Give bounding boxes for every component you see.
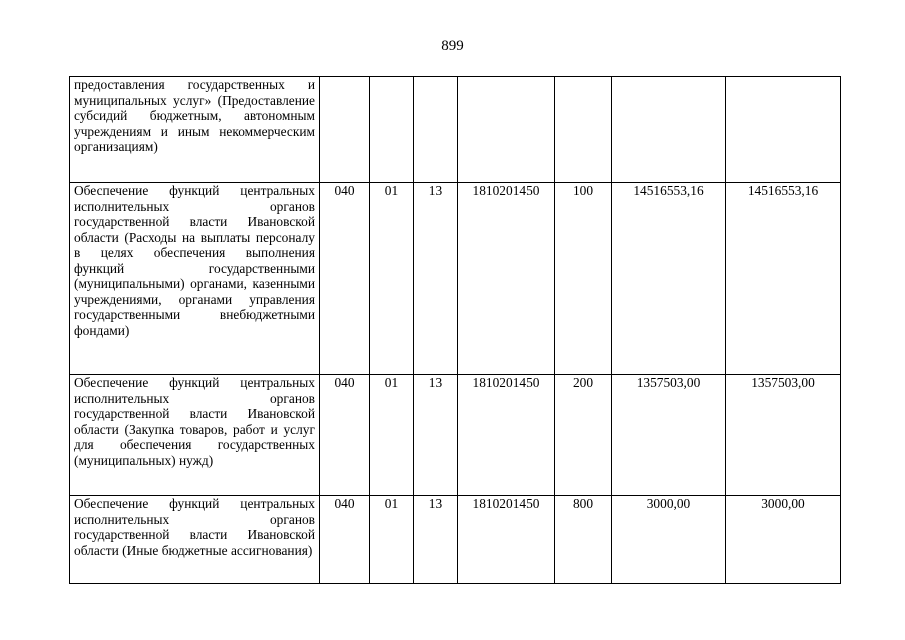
expense-type-cell: 200 — [555, 375, 612, 496]
amount-cell — [612, 77, 726, 183]
table-row — [70, 183, 841, 375]
amount-cell: 14516553,16 — [726, 183, 841, 375]
subsection-cell: 13 — [414, 375, 458, 496]
amount-cell: 1357503,00 — [612, 375, 726, 496]
expense-type-cell: 800 — [555, 496, 612, 584]
admin-code-cell — [320, 77, 370, 183]
page-number: 899 — [441, 38, 464, 54]
table-row — [70, 496, 841, 584]
target-article-cell: 1810201450 — [458, 496, 555, 584]
section-cell — [370, 77, 414, 183]
section-cell: 01 — [370, 183, 414, 375]
target-article-cell: 1810201450 — [458, 183, 555, 375]
subsection-cell: 13 — [414, 183, 458, 375]
expense-type-cell: 100 — [555, 183, 612, 375]
expense-type-cell — [555, 77, 612, 183]
amount-cell: 3000,00 — [612, 496, 726, 584]
subsection-cell: 13 — [414, 496, 458, 584]
budget-table — [69, 76, 841, 584]
target-article-cell — [458, 77, 555, 183]
admin-code-cell: 040 — [320, 496, 370, 584]
amount-cell: 3000,00 — [726, 496, 841, 584]
section-cell: 01 — [370, 496, 414, 584]
subsection-cell — [414, 77, 458, 183]
admin-code-cell: 040 — [320, 183, 370, 375]
table-row — [70, 77, 841, 183]
amount-cell: 1357503,00 — [726, 375, 841, 496]
target-article-cell: 1810201450 — [458, 375, 555, 496]
expense-name-cell: предоставления государственных и муниципальных услуг» (Предоставление субсидий бюджетным, автономным учреждениям и иным некоммерческим организациям) — [70, 77, 320, 183]
amount-cell — [726, 77, 841, 183]
expense-name-cell: Обеспечение функций центральных исполнительных органов государственной власти Ивановской области (Закупка товаров, работ и услуг для обеспечения государственных (муниципальных) нужд) — [70, 375, 320, 496]
expense-name-cell: Обеспечение функций центральных исполнительных органов государственной власти Ивановской области (Расходы на выплаты персоналу в целях обеспечения выполнения функций государственными (муниципальными) органами, казенными учреждениями, органами управления государственными внебюджетными фондами) — [70, 183, 320, 375]
section-cell: 01 — [370, 375, 414, 496]
table-row — [70, 375, 841, 496]
expense-name-cell: Обеспечение функций центральных исполнительных органов государственной власти Ивановской области (Иные бюджетные ассигнования) — [70, 496, 320, 584]
admin-code-cell: 040 — [320, 375, 370, 496]
amount-cell: 14516553,16 — [612, 183, 726, 375]
